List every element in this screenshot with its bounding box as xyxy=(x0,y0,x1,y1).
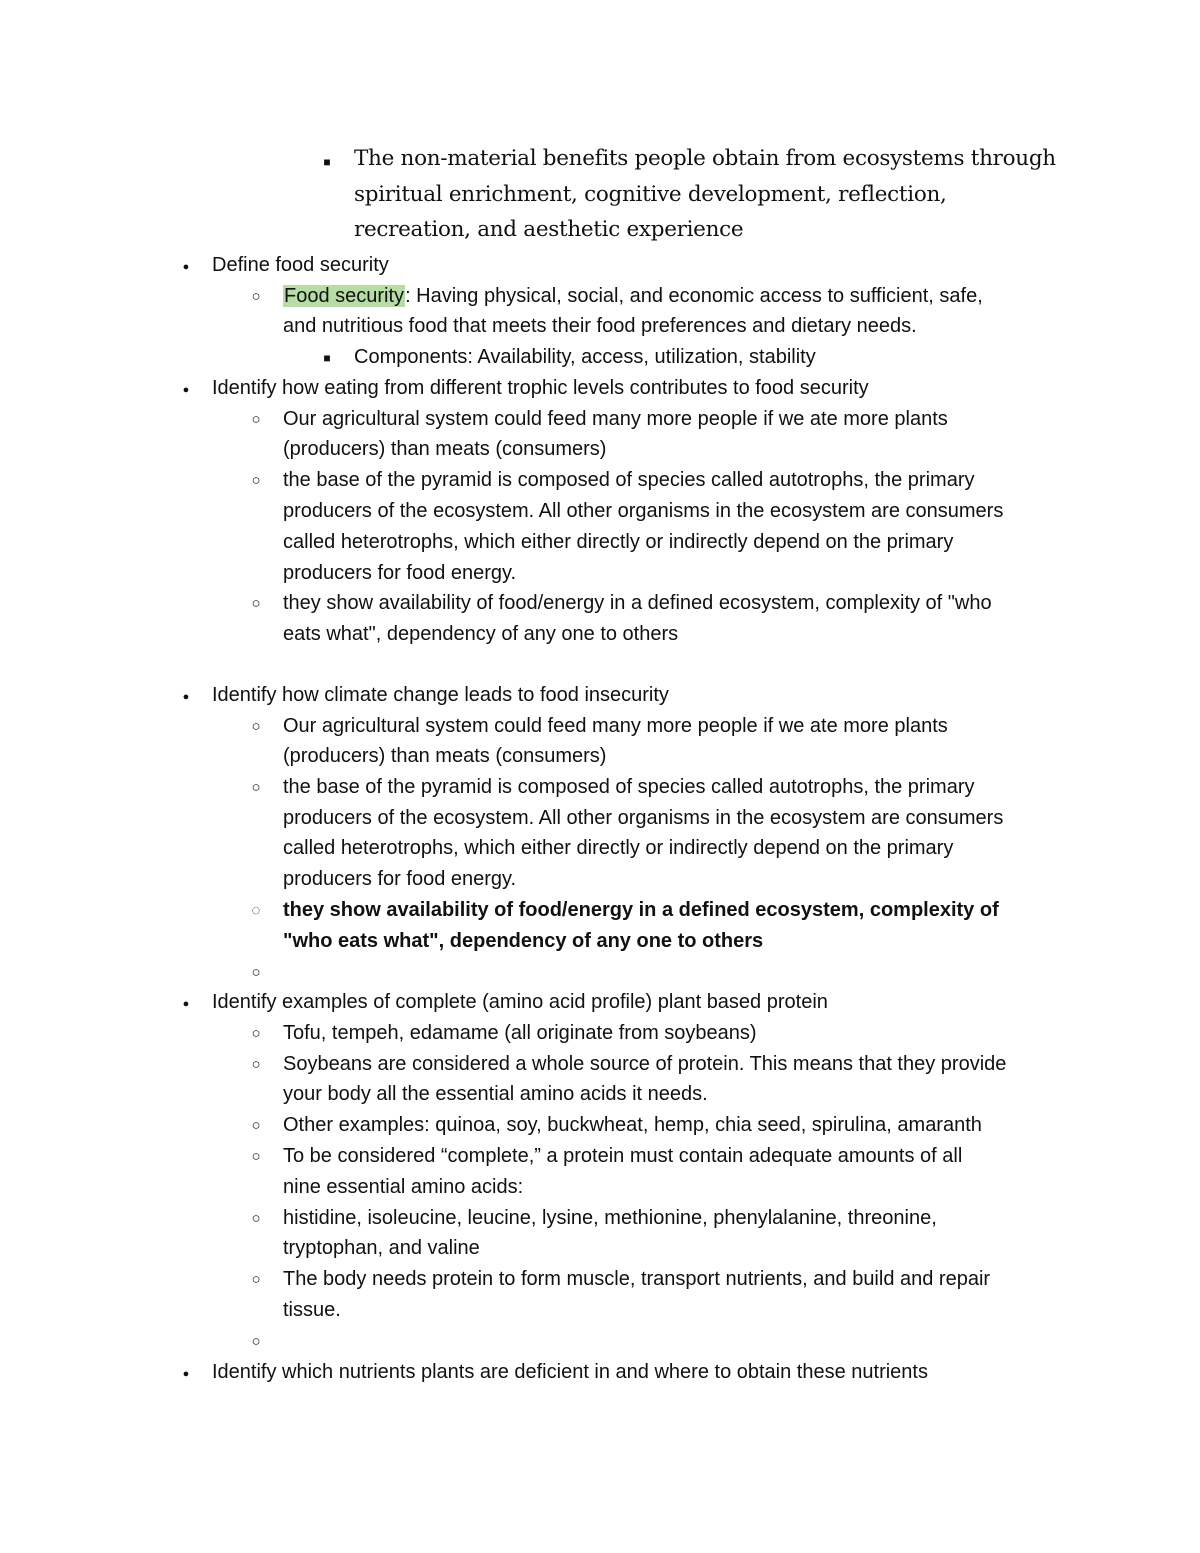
circle-bullet-icon xyxy=(246,1049,266,1080)
text-line: called heterotrophs, which either directly or indirectly depend on the primary xyxy=(283,531,954,553)
circle-bullet-icon xyxy=(246,1018,266,1049)
text-line: they show availability of food/energy in a defined ecosystem, complexity of "who xyxy=(283,592,992,614)
highlighted-term: Food security xyxy=(284,285,405,307)
text-line: producers for food energy. xyxy=(283,562,517,584)
text-line: Other examples: quinoa, soy, buckwheat, hemp, chia seed, spirulina, amaranth xyxy=(283,1114,982,1136)
disc-bullet-icon xyxy=(176,987,196,1020)
text-line: Components: Availability, access, utilization, stability xyxy=(354,346,816,368)
text-line: Tofu, tempeh, edamame (all originate from soybeans) xyxy=(283,1022,757,1044)
text-line: producers of the ecosystem. All other organisms in the ecosystem are consumers xyxy=(283,500,1004,522)
text-line: and nutritious food that meets their food preferences and dietary needs. xyxy=(283,315,917,337)
text-line: producers of the ecosystem. All other organisms in the ecosystem are consumers xyxy=(283,807,1004,829)
circle-bullet-icon xyxy=(246,465,266,496)
text-line: recreation, and aesthetic experience xyxy=(354,217,744,242)
text-line: Soybeans are considered a whole source of protein. This means that they provide xyxy=(283,1053,1007,1075)
disc-bullet-icon xyxy=(176,250,196,283)
text-line: tissue. xyxy=(283,1299,341,1321)
disc-bullet-icon xyxy=(176,1357,196,1390)
definition-line xyxy=(283,281,983,312)
section-heading: Define food security xyxy=(212,254,389,276)
circle-bullet-icon xyxy=(246,1264,266,1295)
square-bullet-icon xyxy=(317,146,337,178)
text-line: they show availability of food/energy in a defined ecosystem, complexity of xyxy=(283,899,999,921)
circle-bullet-icon xyxy=(246,772,266,803)
circle-bullet-icon xyxy=(246,281,266,312)
definition-text: : Having physical, social, and economic access to sufficient, safe, xyxy=(405,285,983,307)
text-line: (producers) than meats (consumers) xyxy=(283,438,607,460)
circle-bullet-icon xyxy=(246,711,266,742)
text-line: spiritual enrichment, cognitive development, reflection, xyxy=(354,182,947,207)
section-heading: Identify how climate change leads to food insecurity xyxy=(212,684,669,706)
circle-bullet-icon xyxy=(246,1141,266,1172)
text-line: tryptophan, and valine xyxy=(283,1237,480,1259)
text-line: The non-material benefits people obtain from ecosystems through xyxy=(354,146,1056,171)
section-heading: Identify which nutrients plants are deficient in and where to obtain these nutrients xyxy=(212,1361,928,1383)
text-line: (producers) than meats (consumers) xyxy=(283,745,607,767)
text-line: nine essential amino acids: xyxy=(283,1176,524,1198)
square-bullet-icon xyxy=(317,342,337,374)
circle-bullet-icon xyxy=(246,1203,266,1234)
text-line: called heterotrophs, which either directly or indirectly depend on the primary xyxy=(283,837,954,859)
text-line: To be considered “complete,” a protein must contain adequate amounts of all xyxy=(283,1145,963,1167)
disc-bullet-icon xyxy=(176,680,196,713)
circle-bullet-icon xyxy=(246,1326,266,1357)
section-heading: Identify examples of complete (amino acid profile) plant based protein xyxy=(212,991,828,1013)
text-line: the base of the pyramid is composed of species called autotrophs, the primary xyxy=(283,776,975,798)
circle-bullet-icon xyxy=(246,404,266,435)
text-line: Our agricultural system could feed many more people if we ate more plants xyxy=(283,408,948,430)
text-line: producers for food energy. xyxy=(283,868,517,890)
text-line: The body needs protein to form muscle, transport nutrients, and build and repair xyxy=(283,1268,991,1290)
text-line: Our agricultural system could feed many more people if we ate more plants xyxy=(283,715,948,737)
circle-bullet-icon xyxy=(246,957,266,988)
text-line: "who eats what", dependency of any one to others xyxy=(283,930,764,952)
section-heading: Identify how eating from different trophic levels contributes to food security xyxy=(212,377,869,399)
circle-bullet-icon xyxy=(246,588,266,619)
disc-bullet-icon xyxy=(176,373,196,406)
text-line: the base of the pyramid is composed of species called autotrophs, the primary xyxy=(283,469,975,491)
text-line: eats what", dependency of any one to others xyxy=(283,623,679,645)
text-line: your body all the essential amino acids it needs. xyxy=(283,1083,708,1105)
circle-bullet-icon xyxy=(246,1110,266,1141)
text-line: histidine, isoleucine, leucine, lysine, methionine, phenylalanine, threonine, xyxy=(283,1207,937,1229)
dotted-circle-bullet-icon xyxy=(246,895,266,926)
